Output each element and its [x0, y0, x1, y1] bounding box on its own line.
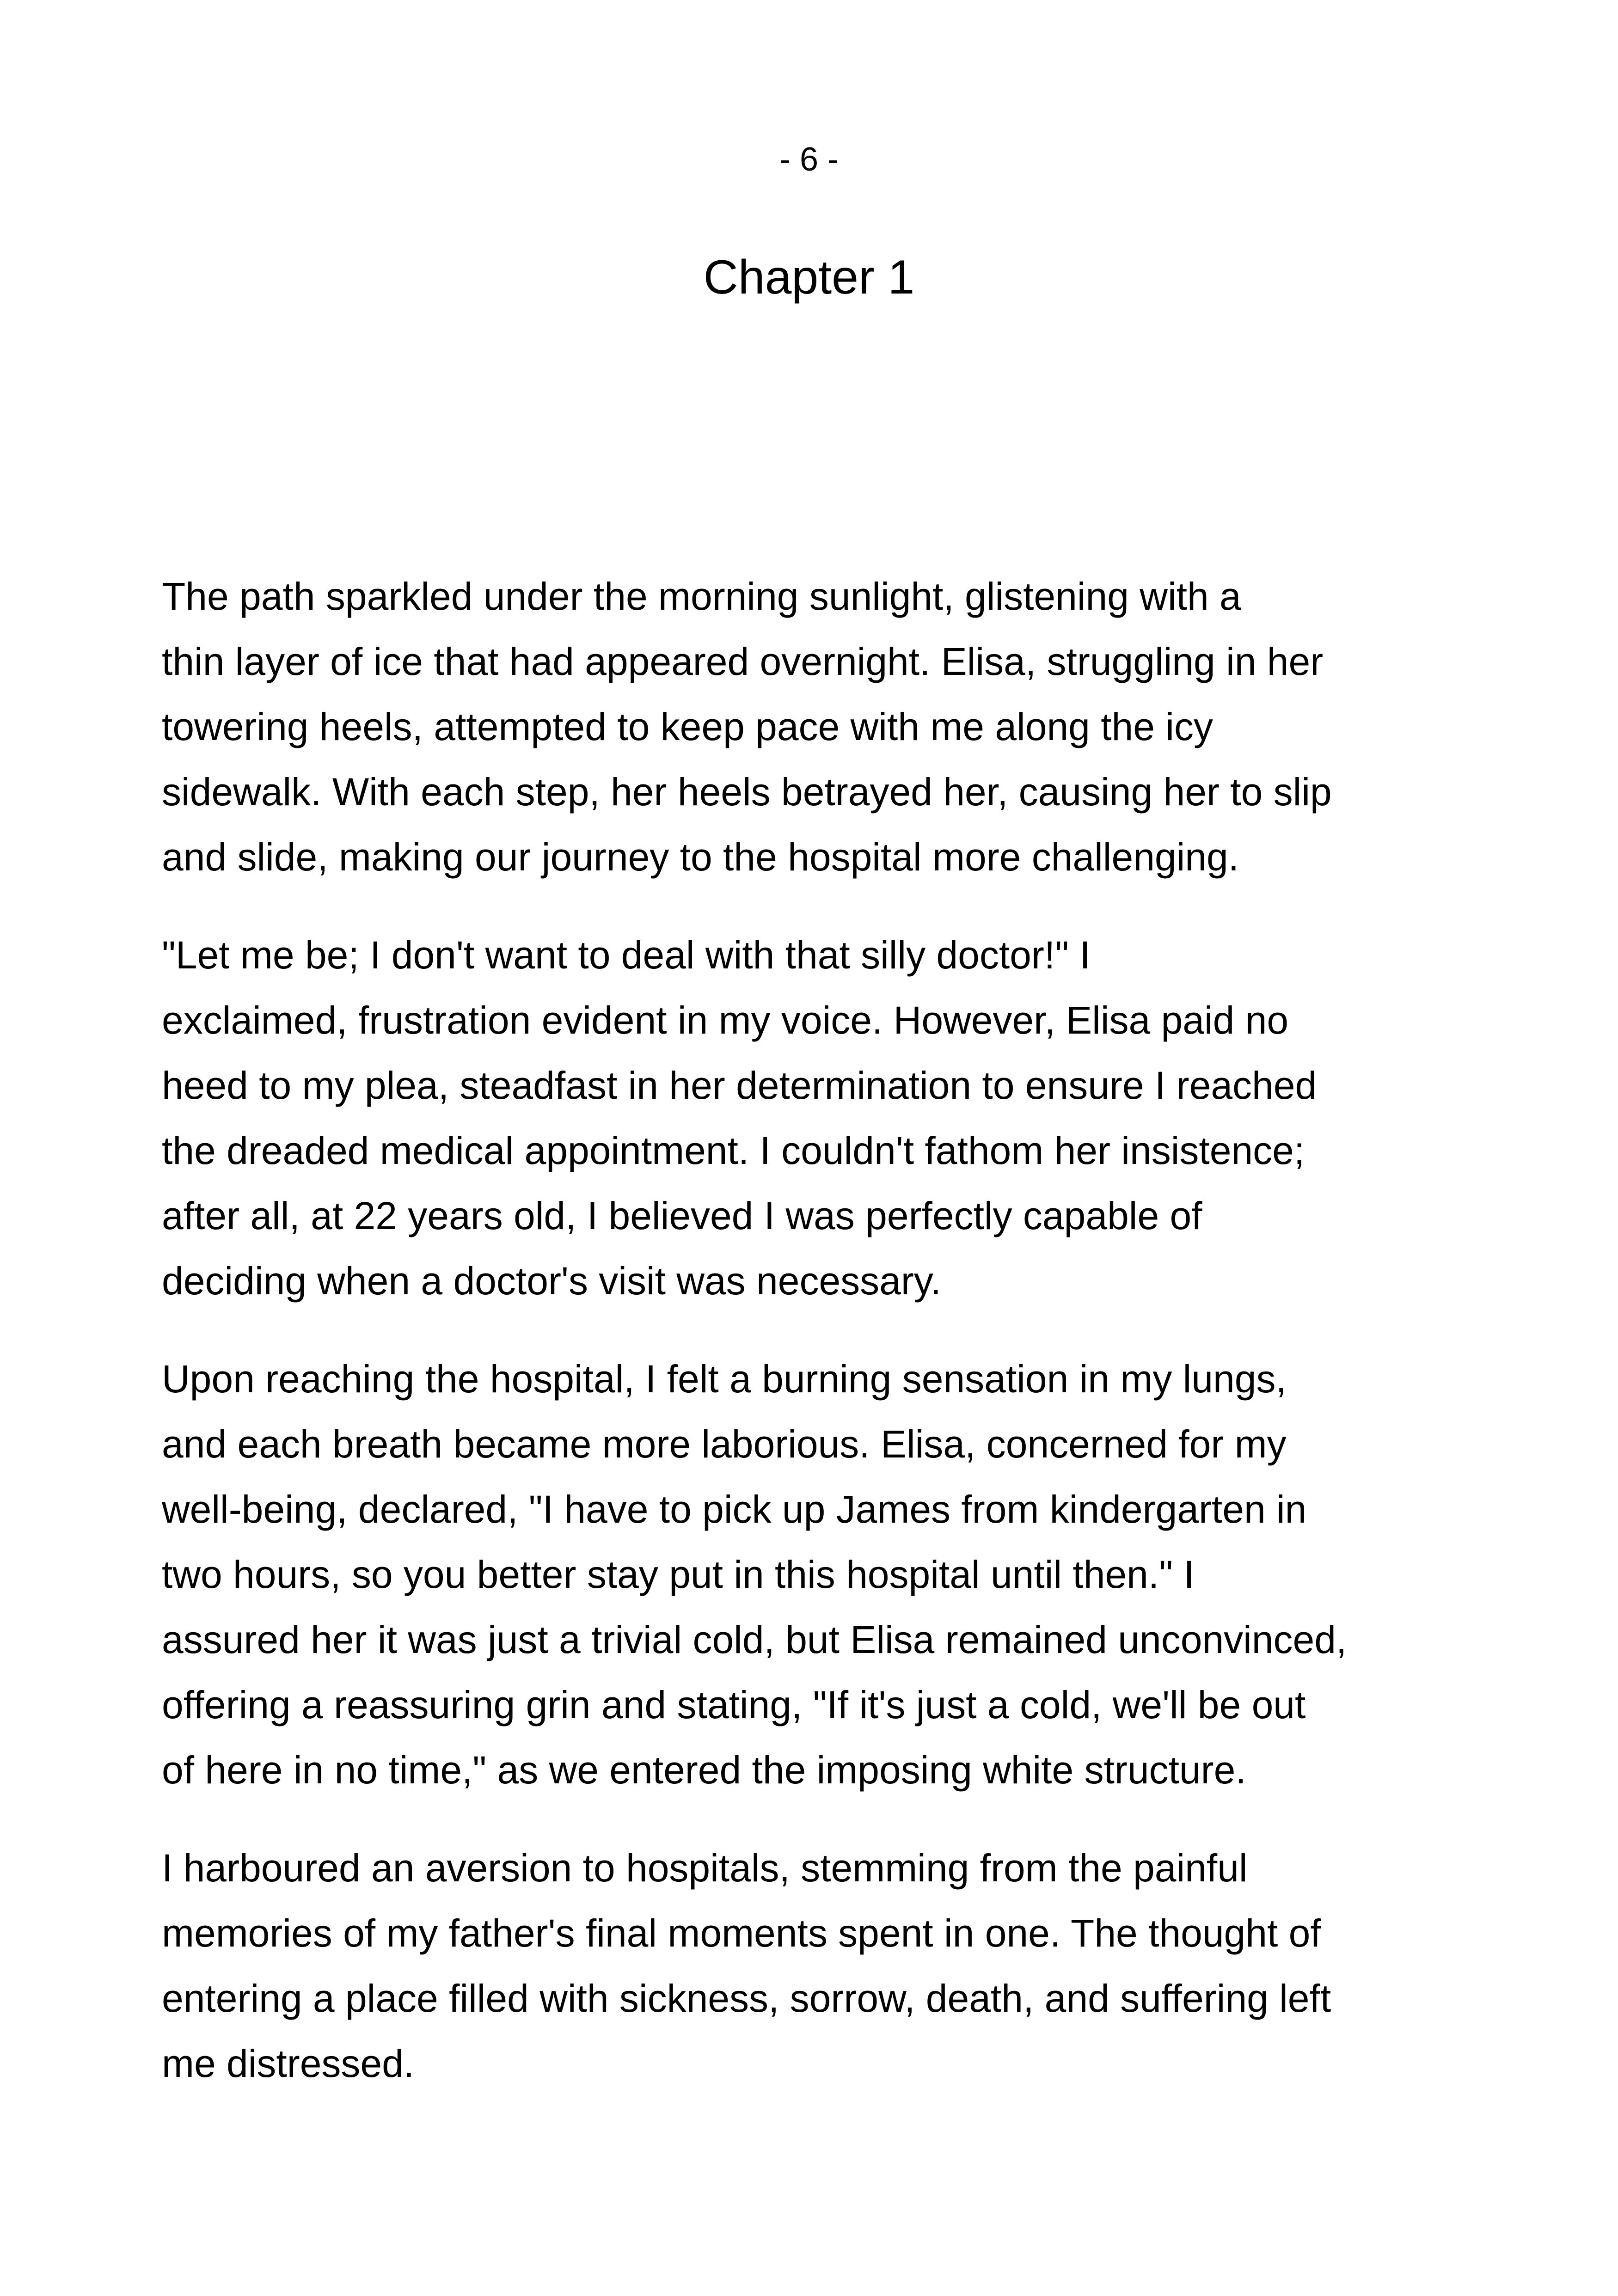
paragraph-4 [162, 1836, 1502, 2096]
text-line: memories of my father's final moments spent in one. The thought of [162, 1911, 1321, 1955]
text-line: of here in no time," as we entered the imposing white structure. [162, 1748, 1246, 1792]
chapter-title: Chapter 1 [703, 251, 915, 304]
text-line: offering a reassuring grin and stating, "If it's just a cold, we'll be out [162, 1683, 1306, 1727]
text-line: towering heels, attempted to keep pace with me along the icy [162, 705, 1213, 748]
text-line: I harboured an aversion to hospitals, stemming from the painful [162, 1846, 1248, 1890]
text-line: two hours, so you better stay put in this hospital until then." I [162, 1553, 1195, 1596]
text-line: thin layer of ice that had appeared overnight. Elisa, struggling in her [162, 640, 1324, 683]
text-line: The path sparkled under the morning sunlight, glistening with a [162, 575, 1241, 618]
page-number: - 6 - [779, 141, 839, 178]
text-line: assured her it was just a trivial cold, but Elisa remained unconvinced, [162, 1618, 1347, 1661]
body-text [162, 564, 1502, 2129]
text-line: after all, at 22 years old, I believed I was perfectly capable of [162, 1194, 1202, 1237]
text-line: and slide, making our journey to the hospital more challenging. [162, 835, 1239, 879]
text-line: well-being, declared, "I have to pick up James from kindergarten in [162, 1488, 1307, 1531]
paragraph-2 [162, 923, 1502, 1314]
paragraph-1 [162, 564, 1502, 890]
text-line: the dreaded medical appointment. I couldn't fathom her insistence; [162, 1129, 1305, 1172]
text-line: entering a place filled with sickness, sorrow, death, and suffering left [162, 1977, 1331, 2020]
text-line: exclaimed, frustration evident in my voice. However, Elisa paid no [162, 998, 1289, 1042]
text-line: Upon reaching the hospital, I felt a burning sensation in my lungs, [162, 1357, 1287, 1401]
paragraph-3 [162, 1347, 1502, 1803]
text-line: me distressed. [162, 2042, 415, 2085]
text-line: deciding when a doctor's visit was necessary. [162, 1259, 941, 1303]
text-line: heed to my plea, steadfast in her determination to ensure I reached [162, 1064, 1317, 1107]
text-line: sidewalk. With each step, her heels betrayed her, causing her to slip [162, 770, 1332, 814]
text-line: "Let me be; I don't want to deal with that silly doctor!" I [162, 933, 1091, 977]
text-line: and each breath became more laborious. Elisa, concerned for my [162, 1422, 1287, 1466]
